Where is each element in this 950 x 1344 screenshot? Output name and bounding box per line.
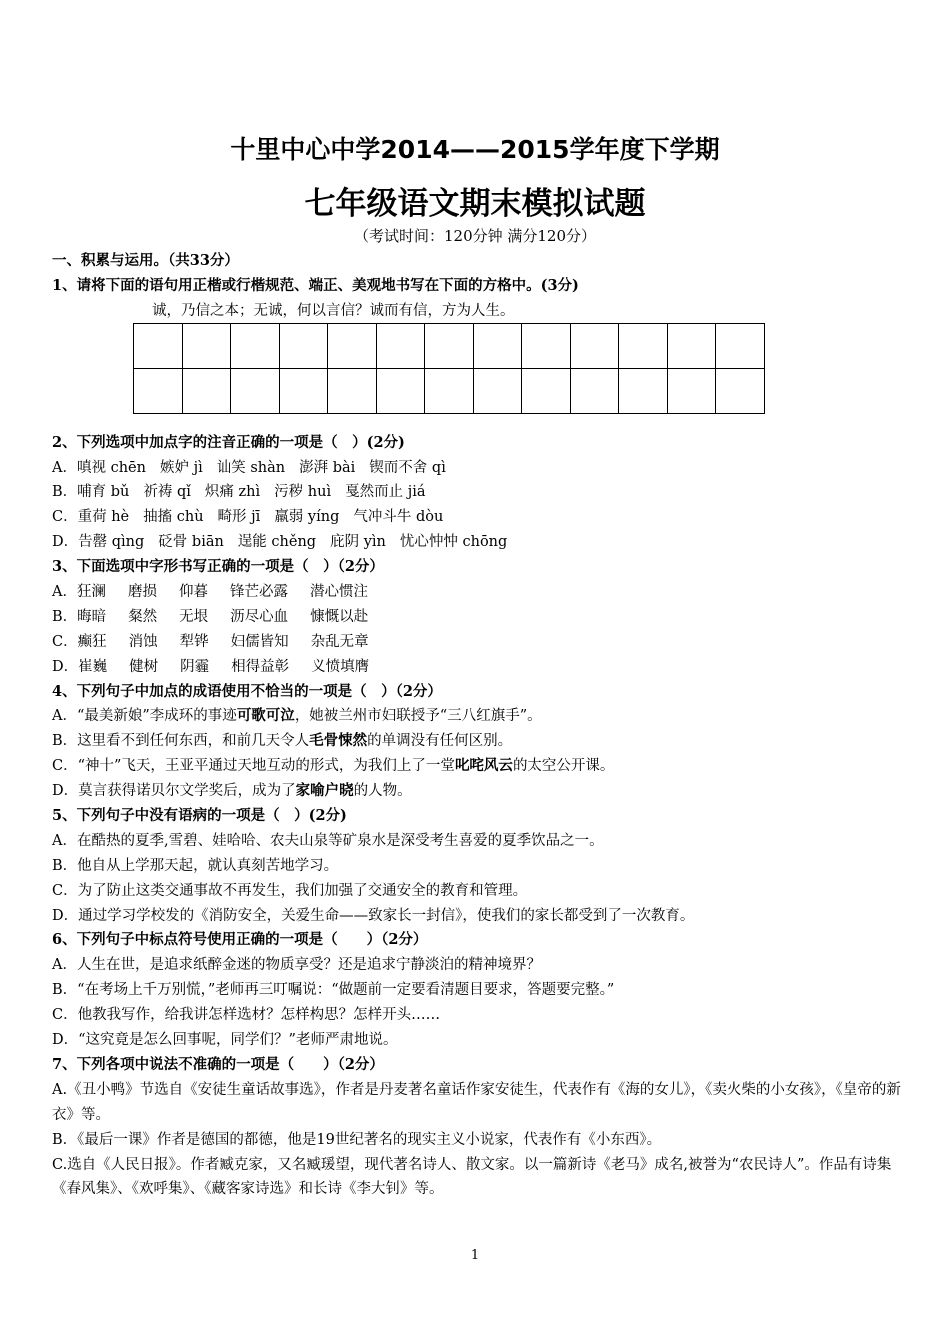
q6-options	[52, 953, 902, 1053]
word-item: 粲然	[128, 608, 158, 625]
grid-cell[interactable]	[134, 324, 183, 369]
grid-cell[interactable]	[570, 324, 619, 369]
grid-cell[interactable]	[279, 324, 328, 369]
pinyin-pair: 抽搐 chù	[143, 509, 204, 526]
pinyin-pair: 气冲斗牛 dòu	[353, 509, 444, 526]
option-line	[52, 1078, 902, 1128]
option-line	[52, 655, 902, 680]
option-label: D．	[52, 534, 79, 551]
grid-row	[134, 324, 765, 369]
pinyin-pair: 嫉妒 jì	[159, 459, 203, 476]
word-item: 锋芒必露	[229, 584, 288, 601]
option-label: D．	[52, 658, 79, 675]
option-label: B．	[52, 608, 78, 625]
option-text: 为了防止这类交通事故不再发生，我们加强了交通安全的教育和管理。	[77, 882, 528, 899]
q1-prompt: 1、请将下面的语句用正楷或行楷规范、端正、美观地书写在下面的方格中。(3分)	[52, 276, 579, 294]
option-text: 人生在世，是追求纸醉金迷的物质享受？还是追求宁静淡泊的精神境界？	[76, 957, 541, 974]
option-line	[52, 779, 902, 804]
grid-cell[interactable]	[182, 324, 231, 369]
word-item: 妇儒皆知	[230, 633, 289, 650]
pinyin-pair: 戛然而止 jiá	[345, 484, 426, 501]
q1-text: 诚，乃信之本；无诚，何以言信？诚而有信，方为人生。	[152, 302, 515, 319]
option-label: B．	[52, 982, 78, 999]
grid-cell[interactable]	[279, 369, 328, 414]
grid-cell[interactable]	[619, 369, 668, 414]
dotted-idiom: 叱咤风云	[454, 757, 513, 775]
pinyin-pair: 炽痛 zhì	[204, 484, 261, 501]
pinyin-pair: 庇阴 yìn	[330, 534, 386, 551]
word-item: 阴霾	[180, 658, 210, 675]
sentence-text: 这里看不到任何东西，和前几天令人	[77, 733, 310, 750]
option-label: D．	[52, 1032, 79, 1049]
option-line	[52, 704, 902, 729]
grid-cell[interactable]	[473, 369, 522, 414]
pinyin-pair: 羸弱 yíng	[274, 509, 340, 526]
option-line	[52, 580, 902, 605]
option-label: A.	[52, 1081, 68, 1098]
option-line	[52, 829, 902, 854]
option-label: B．	[52, 733, 78, 750]
pinyin-pair: 污秽 huì	[274, 484, 332, 501]
grid-cell[interactable]	[328, 369, 377, 414]
q3-options	[52, 580, 902, 680]
option-label: D．	[52, 783, 79, 800]
option-label: B．	[52, 484, 78, 501]
word-item: 无垠	[179, 608, 209, 625]
option-text: 他自从上学那天起，就认真刻苦地学习。	[77, 857, 339, 874]
option-label: A．	[52, 584, 77, 601]
option-text: “这究竟是怎么回事呢，同学们？”老师严肃地说。	[78, 1032, 398, 1049]
grid-cell[interactable]	[473, 324, 522, 369]
grid-cell[interactable]	[182, 369, 231, 414]
grid-cell[interactable]	[425, 369, 474, 414]
sentence-text: ，她被兰州市妇联授予“三八红旗手”。	[294, 708, 542, 725]
option-line	[52, 530, 902, 555]
option-label: B．	[52, 857, 78, 874]
option-line	[52, 754, 902, 779]
option-label: C.	[52, 1156, 68, 1173]
option-line	[52, 480, 902, 505]
q4-prompt: 4、下列句子中加点的成语使用不恰当的一项是（ ）（2分）	[52, 682, 442, 700]
q4-options	[52, 704, 902, 804]
option-text: 选自《人民日报》。作者臧克家，又名臧瑗望，现代著名诗人、散文家。以一篇新诗《老马》成名,被誉为“农民诗人”。作品有诗集《春风集》、《欢呼集》、《藏客家诗选》和长诗《李大钊》等。	[52, 1156, 892, 1198]
grid-cell[interactable]	[667, 324, 716, 369]
word-item: 晦暗	[77, 608, 107, 625]
option-label: C．	[52, 509, 78, 526]
pinyin-pair: 砭骨 biān	[158, 534, 224, 551]
option-label: C．	[52, 633, 78, 650]
option-line	[52, 456, 902, 481]
pinyin-pair: 重荷 hè	[77, 509, 130, 526]
grid-cell[interactable]	[376, 369, 425, 414]
pinyin-pair: 嗔视 chēn	[76, 459, 146, 476]
option-line	[52, 505, 902, 530]
grid-cell[interactable]	[376, 324, 425, 369]
q2-options	[52, 456, 902, 556]
school-title: 十里中心中学2014——2015学年度下学期	[230, 135, 720, 164]
sentence-text: 莫言获得诺贝尔文学奖后，成为了	[78, 783, 296, 800]
grid-cell[interactable]	[570, 369, 619, 414]
sentence-text: “神十”飞天，王亚平通过天地互动的形式，为我们上了一堂	[77, 758, 455, 775]
sentence-text: “最美新娘”李成环的事迹	[76, 708, 237, 725]
exam-title: 七年级语文期末模拟试题	[304, 186, 646, 222]
option-line	[52, 1003, 902, 1028]
grid-cell[interactable]	[716, 324, 765, 369]
option-label: A．	[52, 957, 77, 974]
pinyin-pair: 锲而不舍 qì	[369, 459, 446, 476]
option-line	[52, 854, 902, 879]
word-item: 磨损	[127, 584, 157, 601]
grid-cell[interactable]	[716, 369, 765, 414]
option-line	[52, 1028, 902, 1053]
option-text: 在酷热的夏季,雪碧、娃哈哈、农夫山泉等矿泉水是深受考生喜爱的夏季饮品之一。	[76, 832, 604, 849]
q7-options	[52, 1078, 902, 1203]
page-number: 1	[470, 1248, 480, 1263]
dotted-idiom: 毛骨悚然	[309, 732, 368, 750]
option-label: C．	[52, 758, 78, 775]
option-line	[52, 729, 902, 754]
pinyin-pair: 告罄 qìng	[78, 534, 145, 551]
dotted-idiom: 可歌可泣	[236, 707, 295, 725]
q5-prompt: 5、下列句子中没有语病的一项是（ ）(2分)	[52, 807, 347, 825]
option-label: A．	[52, 832, 77, 849]
writing-grid	[133, 323, 765, 414]
word-item: 杂乱无章	[310, 633, 369, 650]
pinyin-pair: 哺育 bǔ	[77, 484, 130, 501]
word-item: 消蚀	[128, 633, 158, 650]
section-heading: 一、积累与运用。（共33分）	[52, 252, 239, 269]
pinyin-pair: 澎湃 bài	[299, 459, 356, 476]
sentence-text: 的单调没有任何区别。	[367, 733, 513, 750]
word-item: 相得益彰	[231, 658, 290, 675]
pinyin-pair: 忧心忡忡 chōng	[399, 534, 508, 551]
option-text: “在考场上千万别慌，”老师再三叮嘱说：“做题前一定要看清题目要求，答题要完整。”	[77, 982, 615, 999]
q2-prompt: 2、下列选项中加点字的注音正确的一项是（ ）(2分)	[52, 433, 405, 451]
sentence-text: 的太空公开课。	[512, 758, 615, 775]
grid-cell[interactable]	[231, 324, 280, 369]
word-item: 仰暮	[178, 584, 208, 601]
q5-options	[52, 829, 902, 929]
option-label: A．	[52, 708, 77, 725]
option-line	[52, 1128, 902, 1153]
grid-row	[134, 369, 765, 414]
option-line	[52, 879, 902, 904]
option-line	[52, 978, 902, 1003]
dotted-idiom: 家喻户晓	[295, 782, 354, 800]
word-item: 慷慨以赴	[310, 608, 369, 625]
option-text: 《最后一课》作者是德国的都德，他是19世纪著名的现实主义小说家，代表作有《小东西》。	[77, 1131, 662, 1148]
word-item: 狂澜	[76, 584, 106, 601]
option-line	[52, 605, 902, 630]
grid-cell[interactable]	[522, 324, 571, 369]
q3-prompt: 3、下面选项中字形书写正确的一项是（ ）（2分）	[52, 558, 384, 576]
grid-cell[interactable]	[425, 324, 474, 369]
word-item: 崔巍	[78, 658, 108, 675]
grid-cell[interactable]	[619, 324, 668, 369]
grid-cell[interactable]	[522, 369, 571, 414]
grid-cell[interactable]	[134, 369, 183, 414]
option-label: C．	[52, 1007, 78, 1024]
exam-info: （考试时间：120分钟 满分120分）	[353, 227, 597, 245]
option-label: B．	[52, 1131, 78, 1148]
word-item: 义愤填膺	[311, 658, 370, 675]
option-label: D．	[52, 907, 79, 924]
option-line	[52, 904, 902, 929]
option-label: A．	[52, 459, 77, 476]
option-line	[52, 1153, 902, 1203]
grid-cell[interactable]	[667, 369, 716, 414]
grid-cell[interactable]	[328, 324, 377, 369]
option-text: 《丑小鸭》节选自《安徒生童话故事选》，作者是丹麦著名童话作家安徒生，代表作有《海的女儿》，《卖火柴的小女孩》，《皇帝的新衣》等。	[52, 1081, 901, 1123]
word-item: 犁铧	[179, 633, 209, 650]
sentence-text: 的人物。	[353, 783, 412, 800]
word-item: 潜心惯注	[309, 584, 368, 601]
option-text: 他教我写作，给我讲怎样选材？怎样构思？怎样开头……	[77, 1007, 441, 1024]
word-item: 癫狂	[77, 633, 107, 650]
option-text: 通过学习学校发的《消防安全，关爱生命——致家长一封信》，使我们的家长都受到了一次教育。	[78, 907, 695, 924]
pinyin-pair: 逞能 chěng	[237, 534, 317, 551]
option-line	[52, 953, 902, 978]
pinyin-pair: 祈祷 qǐ	[143, 484, 191, 501]
word-item: 健树	[129, 658, 159, 675]
option-label: C．	[52, 882, 78, 899]
pinyin-pair: 畸形 jī	[217, 509, 261, 526]
pinyin-pair: 讪笑 shàn	[216, 459, 286, 476]
q6-prompt: 6、下列句子中标点符号使用正确的一项是（ ）（2分）	[52, 931, 428, 949]
grid-cell[interactable]	[231, 369, 280, 414]
q7-prompt: 7、下列各项中说法不准确的一项是（ ）（2分）	[52, 1055, 384, 1073]
option-line	[52, 630, 902, 655]
word-item: 沥尽心血	[230, 608, 289, 625]
